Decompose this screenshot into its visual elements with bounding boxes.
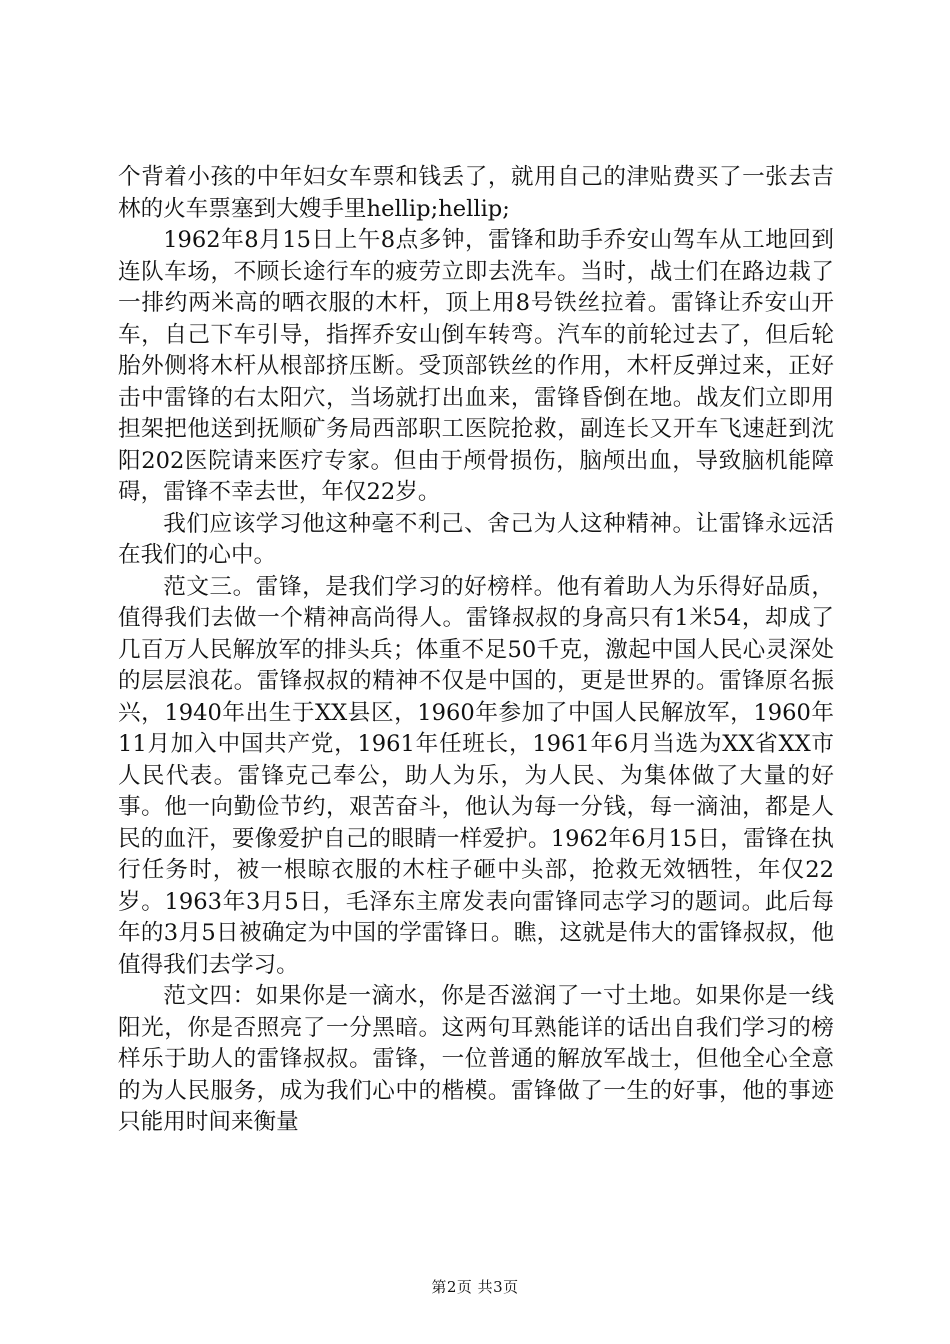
- paragraph-5: 范文四：如果你是一滴水，你是否滋润了一寸土地。如果你是一线阳光，你是否照亮了一分黑暗。这两句耳熟能详的话出自我们学习的榜样乐于助人的雷锋叔叔。雷锋，一位普通的解放军战士，但他全心全意的为人民服务，成为我们心中的楷模。雷锋做了一生的好事，他的事迹只能用时间来衡量: [118, 983, 834, 1135]
- paragraph-2: 1962年8月15日上午8点多钟，雷锋和助手乔安山驾车从工地回到连队车场，不顾长途行车的疲劳立即去洗车。当时，战士们在路边栽了一排约两米高的晒衣服的木杆，顶上用8号铁丝拉着。雷锋让乔安山开车，自己下车引导，指挥乔安山倒车转弯。汽车的前轮过去了，但后轮胎外侧将木杆从根部挤压断。受顶部铁丝的作用，木杆反弹过来，正好击中雷锋的右太阳穴，当场就打出血来，雷锋昏倒在地。战友们立即用担架把他送到抚顺矿务局西部职工医院抢救，副连长又开车飞速赶到沈阳202医院请来医疗专家。但由于颅骨损伤，脑颅出血，导致脑机能障碍，雷锋不幸去世，年仅22岁。: [118, 227, 834, 505]
- document-body: [118, 162, 834, 1139]
- paragraph-4: 范文三。雷锋，是我们学习的好榜样。他有着助人为乐得好品质，值得我们去做一个精神高尚得人。雷锋叔叔的身高只有1米54，却成了几百万人民解放军的排头兵；体重不足50千克，激起中国人民心灵深处的层层浪花。雷锋叔叔的精神不仅是中国的，更是世界的。雷锋原名振兴，1940年出生于XX县区，1960年参加了中国人民解放军，1960年11月加入中国共产党，1961年任班长，1961年6月当选为XX省XX市人民代表。雷锋克己奉公，助人为乐，为人民、为集体做了大量的好事。他一向勤俭节约，艰苦奋斗，他认为每一分钱，每一滴油，都是人民的血汗，要像爱护自己的眼睛一样爱护。1962年6月15日，雷锋在执行任务时，被一根晾衣服的木柱子砸中头部，抢救无效牺牲，年仅22岁。1963年3月5日，毛泽东主席发表向雷锋同志学习的题词。此后每年的3月5日被确定为中国的学雷锋日。瞧，这就是伟大的雷锋叔叔，他值得我们去学习。: [118, 573, 834, 978]
- page-number-label: 第2页 共3页: [431, 1278, 519, 1296]
- paragraph-3: 我们应该学习他这种毫不利己、舍己为人这种精神。让雷锋永远活在我们的心中。: [118, 510, 834, 568]
- paragraph-1: 个背着小孩的中年妇女车票和钱丢了，就用自己的津贴费买了一张去吉林的火车票塞到大嫂手里hellip;hellip;: [118, 164, 834, 222]
- page-footer: [0, 1276, 950, 1297]
